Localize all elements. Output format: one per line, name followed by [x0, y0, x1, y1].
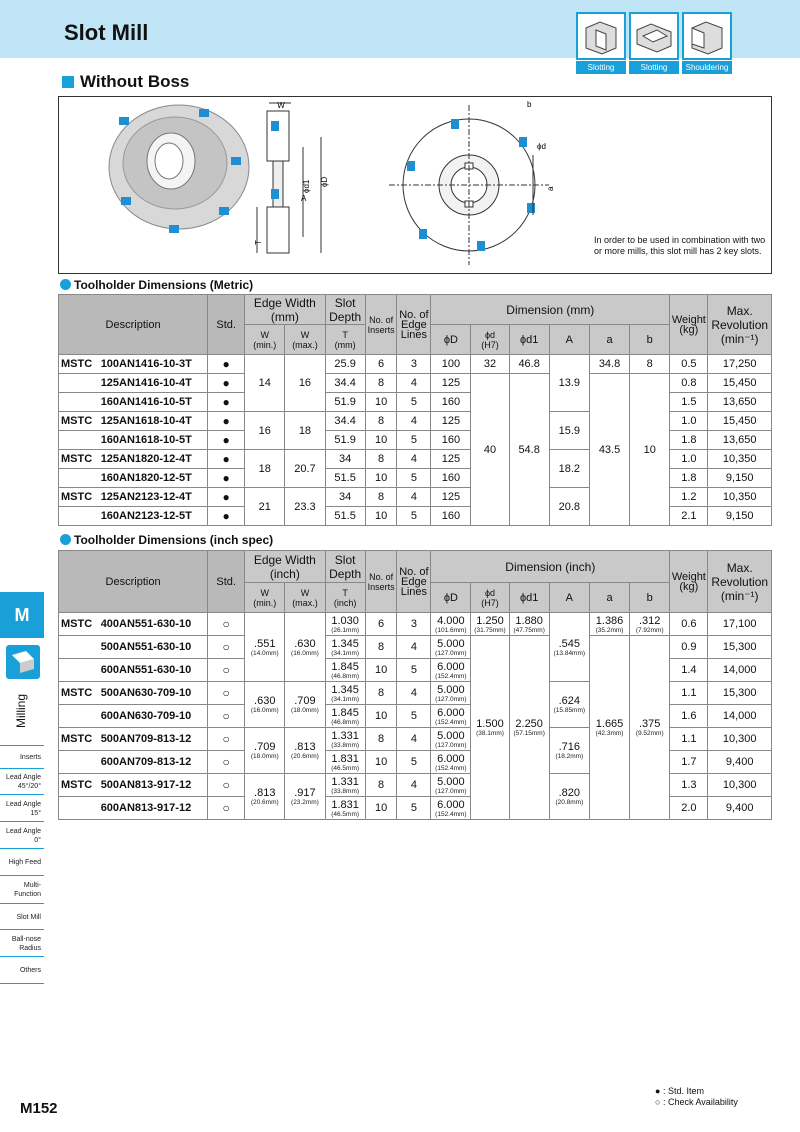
col-slot-depth: Slot Depth — [325, 295, 365, 325]
metric-table — [58, 294, 772, 526]
col-a: a — [589, 583, 629, 613]
sidebar-tab-m[interactable]: M — [0, 592, 44, 638]
category-label: Slotting — [629, 61, 679, 74]
bullet-icon — [60, 534, 71, 545]
col-weight: Weight (kg) — [670, 551, 708, 613]
col-b: b — [630, 325, 670, 355]
sidebar-item-inserts[interactable]: Inserts — [0, 745, 44, 769]
table-row: 600AN551-630-10 ○ 1.845 (46.8mm) 10 5 6.000 (152.4mm) 1.4 14,000 — [59, 659, 772, 682]
sidebar-item-others[interactable]: Others — [0, 958, 44, 984]
inch-heading: Toolholder Dimensions (inch spec) — [60, 533, 273, 547]
svg-text:a: a — [546, 186, 555, 191]
table-row: 600AN630-709-10 ○ 1.845 (46.8mm) 10 5 6.000 (152.4mm) 1.6 14,000 — [59, 705, 772, 728]
col-slot-depth: Slot Depth — [325, 551, 365, 583]
sidebar-item-lead-angle-45[interactable]: Lead Angle 45°/20° — [0, 770, 44, 795]
col-w-max: W (max.) — [285, 325, 325, 355]
table-row: 600AN709-813-12 ○ 1.831 (46.5mm) 10 5 6.000 (152.4mm) 1.7 9,400 — [59, 751, 772, 774]
col-max-rev: Max. Revolution (min⁻¹) — [708, 295, 772, 355]
category-slotting — [576, 12, 626, 74]
svg-text:T: T — [254, 240, 263, 245]
sidebar-item-multi-function[interactable]: Multi-Function — [0, 877, 44, 904]
svg-text:b: b — [527, 100, 532, 109]
col-edge-lines: No. of Edge Lines — [397, 295, 431, 355]
col-dimension: Dimension (inch) — [431, 551, 670, 583]
square-bullet-icon — [62, 76, 74, 88]
sidebar-item-lead-angle-15[interactable]: Lead Angle 15° — [0, 796, 44, 822]
legend — [655, 1086, 738, 1108]
col-b: b — [630, 583, 670, 613]
col-dimension: Dimension (mm) — [431, 295, 670, 325]
sidebar-group-label: Milling — [14, 693, 28, 728]
col-d1: ϕd1 — [509, 325, 549, 355]
shouldering-icon — [682, 12, 732, 60]
svg-text:W: W — [277, 101, 285, 110]
table-row: 160AN1618-10-5T ● 51.9 10 5 160 1.8 13,650 — [59, 431, 772, 450]
table-row: MSTC 100AN1416-10-3T ● 14 16 25.9 6 3 100 32 46.8 13.9 34.8 8 0.5 17,250 — [59, 355, 772, 374]
col-edge-lines: No. of Edge Lines — [397, 551, 431, 613]
col-t: T (inch) — [325, 583, 365, 613]
svg-text:A: A — [301, 194, 307, 203]
col-D: ϕD — [431, 325, 471, 355]
col-edge-width: Edge Width (mm) — [245, 295, 325, 325]
page-title: Slot Mill — [64, 20, 149, 45]
col-A: A — [549, 583, 589, 613]
table-row: 125AN1416-10-4T ● 34.4 8 4 125 40 54.8 43.5 10 0.8 15,450 — [59, 374, 772, 393]
tool-drawing — [58, 96, 772, 274]
col-d: ϕd (H7) — [471, 583, 509, 613]
sidebar-item-high-feed[interactable]: High Feed — [0, 850, 44, 876]
col-A: A — [549, 325, 589, 355]
col-t: T (mm) — [325, 325, 365, 355]
col-inserts: No. of Inserts — [365, 295, 397, 355]
col-w-min: W (min.) — [245, 583, 285, 613]
inch-table — [58, 550, 772, 820]
page-number: M152 — [20, 1100, 58, 1117]
table-row: MSTC 125AN1618-10-4T ● 16 18 34.4 8 4 125 15.9 1.0 15,450 — [59, 412, 772, 431]
cutter-front-view — [389, 105, 549, 265]
table-row: MSTC 400AN551-630-10 ○ .551 (14.0mm) .630 (16.0mm) 1.030 (26.1mm) 6 3 4.000 (101.6mm) 1.250 (31.75mm) 1.880 (47.75mm) .545 (13.84mm) 1.386 (35.2mm) .312 (7.92mm) 0.6 17,100 — [59, 613, 772, 636]
svg-text:ϕD: ϕD — [320, 176, 329, 187]
milling-icon — [6, 645, 40, 679]
section-title: Without Boss — [62, 72, 189, 92]
sidebar-item-slot-mill[interactable]: Slot Mill — [0, 905, 44, 930]
svg-text:ϕd: ϕd — [537, 142, 546, 151]
table-row: 600AN813-917-12 ○ 1.831 (46.5mm) 10 5 6.000 (152.4mm) 2.0 9,400 — [59, 797, 772, 820]
metric-heading: Toolholder Dimensions (Metric) — [60, 278, 253, 292]
col-std: Std. — [208, 551, 245, 613]
table-row: MSTC 125AN2123-12-4T ● 21 23.3 34 8 4 125 20.8 1.2 10,350 — [59, 488, 772, 507]
col-d1: ϕd1 — [509, 583, 549, 613]
sidebar-item-lead-angle-0[interactable]: Lead Angle 0° — [0, 823, 44, 849]
category-shouldering — [682, 12, 732, 74]
table-row: 160AN1416-10-5T ● 51.9 10 5 160 1.5 13,650 — [59, 393, 772, 412]
col-edge-width: Edge Width (inch) — [245, 551, 325, 583]
slotting-side-icon — [629, 12, 679, 60]
drawing-note: In order to be used in combination with two or more mills, this slot mill has 2 key slots. — [594, 235, 766, 256]
cutter-3d-image — [109, 105, 249, 233]
sidebar-item-ball-nose[interactable]: Ball-nose Radius — [0, 931, 44, 957]
col-max-rev: Max. Revolution (min⁻¹) — [708, 551, 772, 613]
bullet-icon — [60, 279, 71, 290]
col-inserts: No. of Inserts — [365, 551, 397, 613]
col-weight: Weight (kg) — [670, 295, 708, 355]
col-description: Description — [59, 295, 208, 355]
category-label: Shouldering — [682, 61, 732, 74]
table-row: 160AN1820-12-5T ● 51.5 10 5 160 1.8 9,150 — [59, 469, 772, 488]
category-slotting-side — [629, 12, 679, 74]
col-a: a — [589, 325, 629, 355]
col-w-max: W (max.) — [285, 583, 325, 613]
col-w-min: W (min.) — [245, 325, 285, 355]
legend-item: ○ : Check Availability — [655, 1097, 738, 1107]
category-label: Slotting — [576, 61, 626, 74]
legend-item: ● : Std. Item — [655, 1086, 704, 1096]
table-row: 160AN2123-12-5T ● 51.5 10 5 160 2.1 9,150 — [59, 507, 772, 526]
table-row: MSTC 500AN813-917-12 ○ .813 (20.6mm) .917 (23.2mm) 1.331 (33.8mm) 8 4 5.000 (127.0mm) .820 (20.8mm) 1.3 10,300 — [59, 774, 772, 797]
svg-text:ϕd1: ϕd1 — [302, 179, 311, 193]
table-row: 500AN551-630-10 ○ 1.345 (34.1mm) 8 4 5.000 (127.0mm) 1.500 (38.1mm) 2.250 (57.15mm) 1.665 (42.3mm) .375 (9.52mm) 0.9 15,300 — [59, 636, 772, 659]
col-description: Description — [59, 551, 208, 613]
slotting-icon — [576, 12, 626, 60]
table-row: MSTC 500AN709-813-12 ○ .709 (18.0mm) .813 (20.6mm) 1.331 (33.8mm) 8 4 5.000 (127.0mm) .716 (18.2mm) 1.1 10,300 — [59, 728, 772, 751]
table-row: MSTC 125AN1820-12-4T ● 18 20.7 34 8 4 125 18.2 1.0 10,350 — [59, 450, 772, 469]
col-std: Std. — [208, 295, 245, 355]
col-d: ϕd (H7) — [471, 325, 509, 355]
col-D: ϕD — [431, 583, 471, 613]
cutter-side-view — [257, 103, 321, 253]
table-row: MSTC 500AN630-709-10 ○ .630 (16.0mm) .709 (18.0mm) 1.345 (34.1mm) 8 4 5.000 (127.0mm) .624 (15.85mm) 1.1 15,300 — [59, 682, 772, 705]
